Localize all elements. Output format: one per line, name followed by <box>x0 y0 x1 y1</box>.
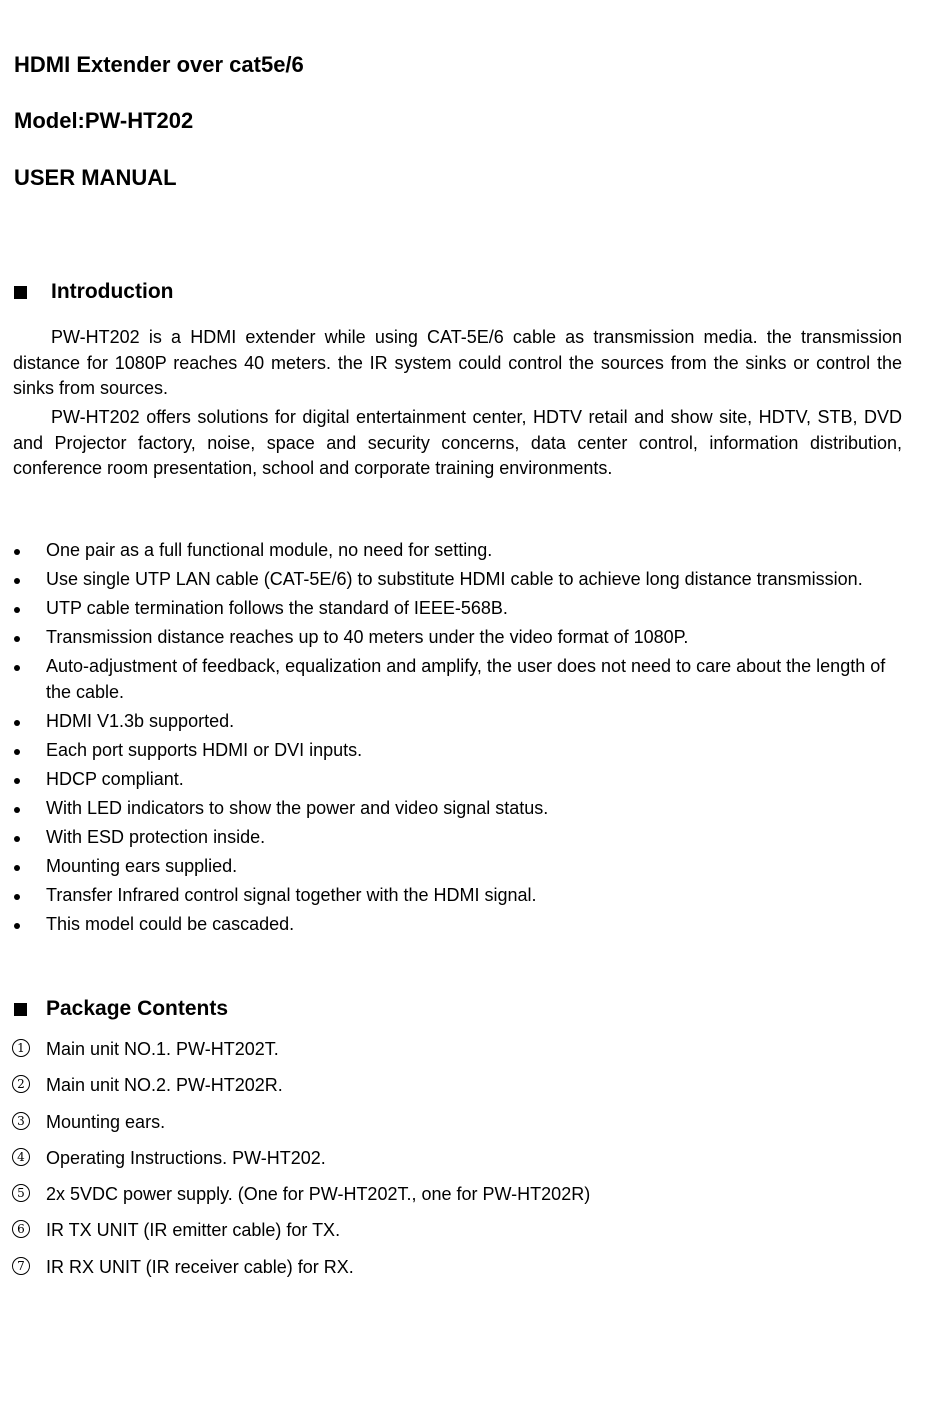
feature-item <box>0 912 906 938</box>
introduction-heading-text: Introduction <box>51 280 174 303</box>
circled-number-icon: 6 <box>12 1220 30 1238</box>
package-item <box>0 1072 950 1108</box>
feature-text: With LED indicators to show the power and video signal status. <box>46 797 549 818</box>
document-title: HDMI Extender over cat5e/6 <box>14 52 304 77</box>
feature-item <box>0 709 906 735</box>
feature-item <box>0 767 906 793</box>
circled-number-icon: 1 <box>12 1039 30 1057</box>
bullet-icon <box>14 778 20 784</box>
bullet-icon <box>14 894 20 900</box>
manual-label: USER MANUAL <box>14 165 177 190</box>
intro-paragraph: PW-HT202 is a HDMI extender while using CAT-5E/6 cable as transmission media. the transmission distance for 1080P reaches 40 meters. the IR system could control the sources from the sinks or control the sinks from sources. <box>13 327 902 398</box>
feature-item <box>0 796 906 822</box>
feature-text: HDCP compliant. <box>46 768 184 789</box>
package-item <box>0 1145 950 1181</box>
feature-text: HDMI V1.3b supported. <box>46 710 235 731</box>
package-contents-heading <box>14 996 228 1022</box>
circled-number-icon: 5 <box>12 1184 30 1202</box>
package-item-text: Operating Instructions. PW-HT202. <box>46 1147 326 1168</box>
feature-item <box>0 883 906 909</box>
feature-item <box>0 854 906 880</box>
circled-number-icon: 2 <box>12 1075 30 1093</box>
package-item <box>0 1109 950 1145</box>
package-item <box>0 1254 950 1290</box>
bullet-icon <box>14 807 20 813</box>
package-item-text: IR RX UNIT (IR receiver cable) for RX. <box>46 1256 354 1277</box>
package-item-text: Main unit NO.1. PW-HT202T. <box>46 1039 279 1059</box>
feature-item <box>0 538 906 564</box>
feature-text: Each port supports HDMI or DVI inputs. <box>46 739 363 760</box>
feature-item <box>0 825 906 851</box>
bullet-icon <box>14 865 20 871</box>
feature-item <box>0 738 906 764</box>
bullet-icon <box>14 923 20 929</box>
feature-item <box>0 654 906 705</box>
package-item-text: Mounting ears. <box>46 1111 166 1132</box>
feature-item <box>0 567 906 593</box>
package-item-text: 2x 5VDC power supply. (One for PW-HT202T., one for PW-HT202R) <box>46 1184 591 1205</box>
feature-text: One pair as a full functional module, no need for setting. <box>46 540 493 560</box>
bullet-icon <box>14 749 20 755</box>
feature-text: Auto-adjustment of feedback, equalization and amplify, the user does not need to care about the length of the cable. <box>46 656 886 702</box>
bullet-icon <box>14 549 20 555</box>
square-bullet-icon <box>14 1003 27 1016</box>
feature-text: Use single UTP LAN cable (CAT-5E/6) to substitute HDMI cable to achieve long distance transmission. <box>46 569 863 589</box>
bullet-icon <box>14 665 20 671</box>
feature-text: Transmission distance reaches up to 40 meters under the video format of 1080P. <box>46 627 689 647</box>
package-item <box>0 1217 950 1253</box>
package-item <box>0 1181 950 1217</box>
feature-list <box>0 538 950 941</box>
feature-text: Mounting ears supplied. <box>46 855 238 876</box>
circled-number-icon: 4 <box>12 1148 30 1166</box>
model-number: Model:PW-HT202 <box>14 108 194 133</box>
feature-item <box>0 625 906 651</box>
feature-text: This model could be cascaded. <box>46 913 295 934</box>
feature-text: UTP cable termination follows the standard of IEEE-568B. <box>46 598 508 618</box>
bullet-icon <box>14 720 20 726</box>
package-contents-list <box>0 1036 950 1290</box>
package-item <box>0 1036 950 1072</box>
feature-text: Transfer Infrared control signal together with the HDMI signal. <box>46 884 537 905</box>
intro-paragraph: PW-HT202 offers solutions for digital entertainment center, HDTV retail and show site, HDTV, STB, DVD and Projector factory, noise, space and security concerns, data center control, information distribution, conference room presentation, school and corporate training environments. <box>13 407 902 478</box>
circled-number-icon: 7 <box>12 1257 30 1275</box>
circled-number-icon: 3 <box>12 1112 30 1130</box>
introduction-heading <box>14 279 173 305</box>
feature-item <box>0 596 906 622</box>
package-contents-heading-text: Package Contents <box>46 997 229 1020</box>
feature-text: With ESD protection inside. <box>46 826 266 847</box>
package-item-text: IR TX UNIT (IR emitter cable) for TX. <box>46 1220 341 1241</box>
square-bullet-icon <box>14 286 27 299</box>
bullet-icon <box>14 607 20 613</box>
bullet-icon <box>14 578 20 584</box>
package-item-text: Main unit NO.2. PW-HT202R. <box>46 1075 283 1096</box>
bullet-icon <box>14 636 20 642</box>
bullet-icon <box>14 836 20 842</box>
